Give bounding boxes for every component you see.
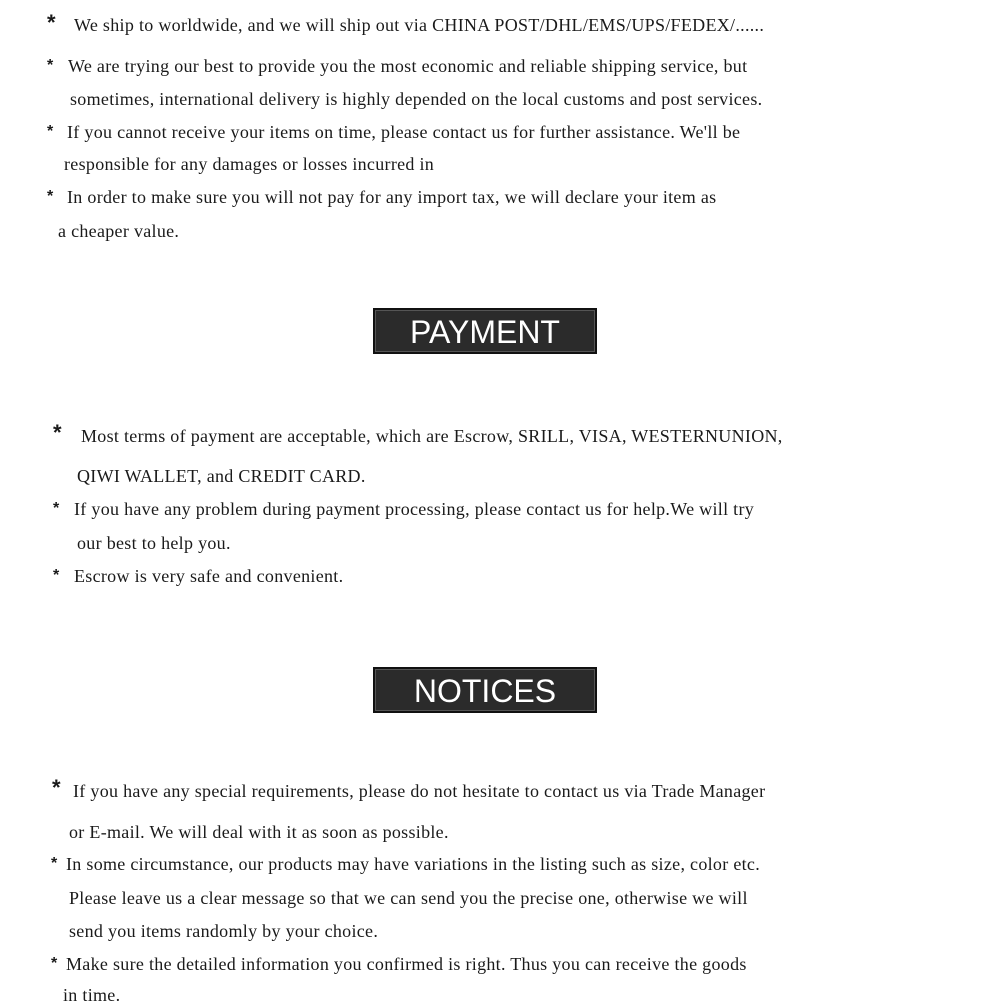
shipping-item-2-line-2: sometimes, international delivery is highly depended on the local customs and post services.: [70, 89, 763, 109]
payment-item-2-line-2: our best to help you.: [77, 533, 231, 553]
shipping-item-3-line-1: If you cannot receive your items on time, please contact us for further assistance. We'll be: [67, 122, 741, 142]
bullet-star: *: [47, 57, 54, 74]
shipping-item-2-line-1: We are trying our best to provide you the most economic and reliable shipping service, but: [68, 56, 748, 76]
bullet-star: *: [53, 500, 60, 517]
bullet-star: *: [47, 10, 56, 35]
payment-item-2-line-1: If you have any problem during payment processing, please contact us for help.We will try: [74, 499, 755, 519]
notices-item-2-line-3: send you items randomly by your choice.: [69, 921, 379, 941]
shipping-item-1-line-1: We ship to worldwide, and we will ship out via CHINA POST/DHL/EMS/UPS/FEDEX/......: [74, 15, 765, 35]
shipping-item-3-line-2: responsible for any damages or losses incurred in: [64, 154, 435, 174]
notices-item-3-line-1: Make sure the detailed information you confirmed is right. Thus you can receive the goods: [66, 954, 747, 974]
bullet-star: *: [51, 855, 58, 872]
payment-heading: PAYMENT: [373, 308, 597, 354]
bullet-star: *: [52, 775, 61, 800]
payment-item-3-line-1: Escrow is very safe and convenient.: [74, 566, 344, 586]
payment-item-1-line-1: Most terms of payment are acceptable, which are Escrow, SRILL, VISA, WESTERNUNION,: [81, 426, 783, 446]
bullet-star: *: [47, 188, 54, 205]
shipping-item-4-line-1: In order to make sure you will not pay for any import tax, we will declare your item as: [67, 187, 717, 207]
notices-item-1-line-1: If you have any special requirements, please do not hesitate to contact us via Trade Manager: [73, 781, 766, 801]
notices-item-2-line-1: In some circumstance, our products may have variations in the listing such as size, color etc.: [66, 854, 761, 874]
bullet-star: *: [53, 567, 60, 584]
shipping-item-4-line-2: a cheaper value.: [58, 221, 180, 241]
notices-item-1-line-2: or E-mail. We will deal with it as soon as possible.: [69, 822, 449, 842]
notices-heading: NOTICES: [373, 667, 597, 713]
bullet-star: *: [53, 420, 62, 445]
payment-item-1-line-2: QIWI WALLET, and CREDIT CARD.: [77, 466, 366, 486]
bullet-star: *: [47, 123, 54, 140]
notices-item-3-line-2: in time.: [63, 985, 121, 1005]
bullet-star: *: [51, 955, 58, 972]
notices-item-2-line-2: Please leave us a clear message so that we can send you the precise one, otherwise we will: [69, 888, 748, 908]
